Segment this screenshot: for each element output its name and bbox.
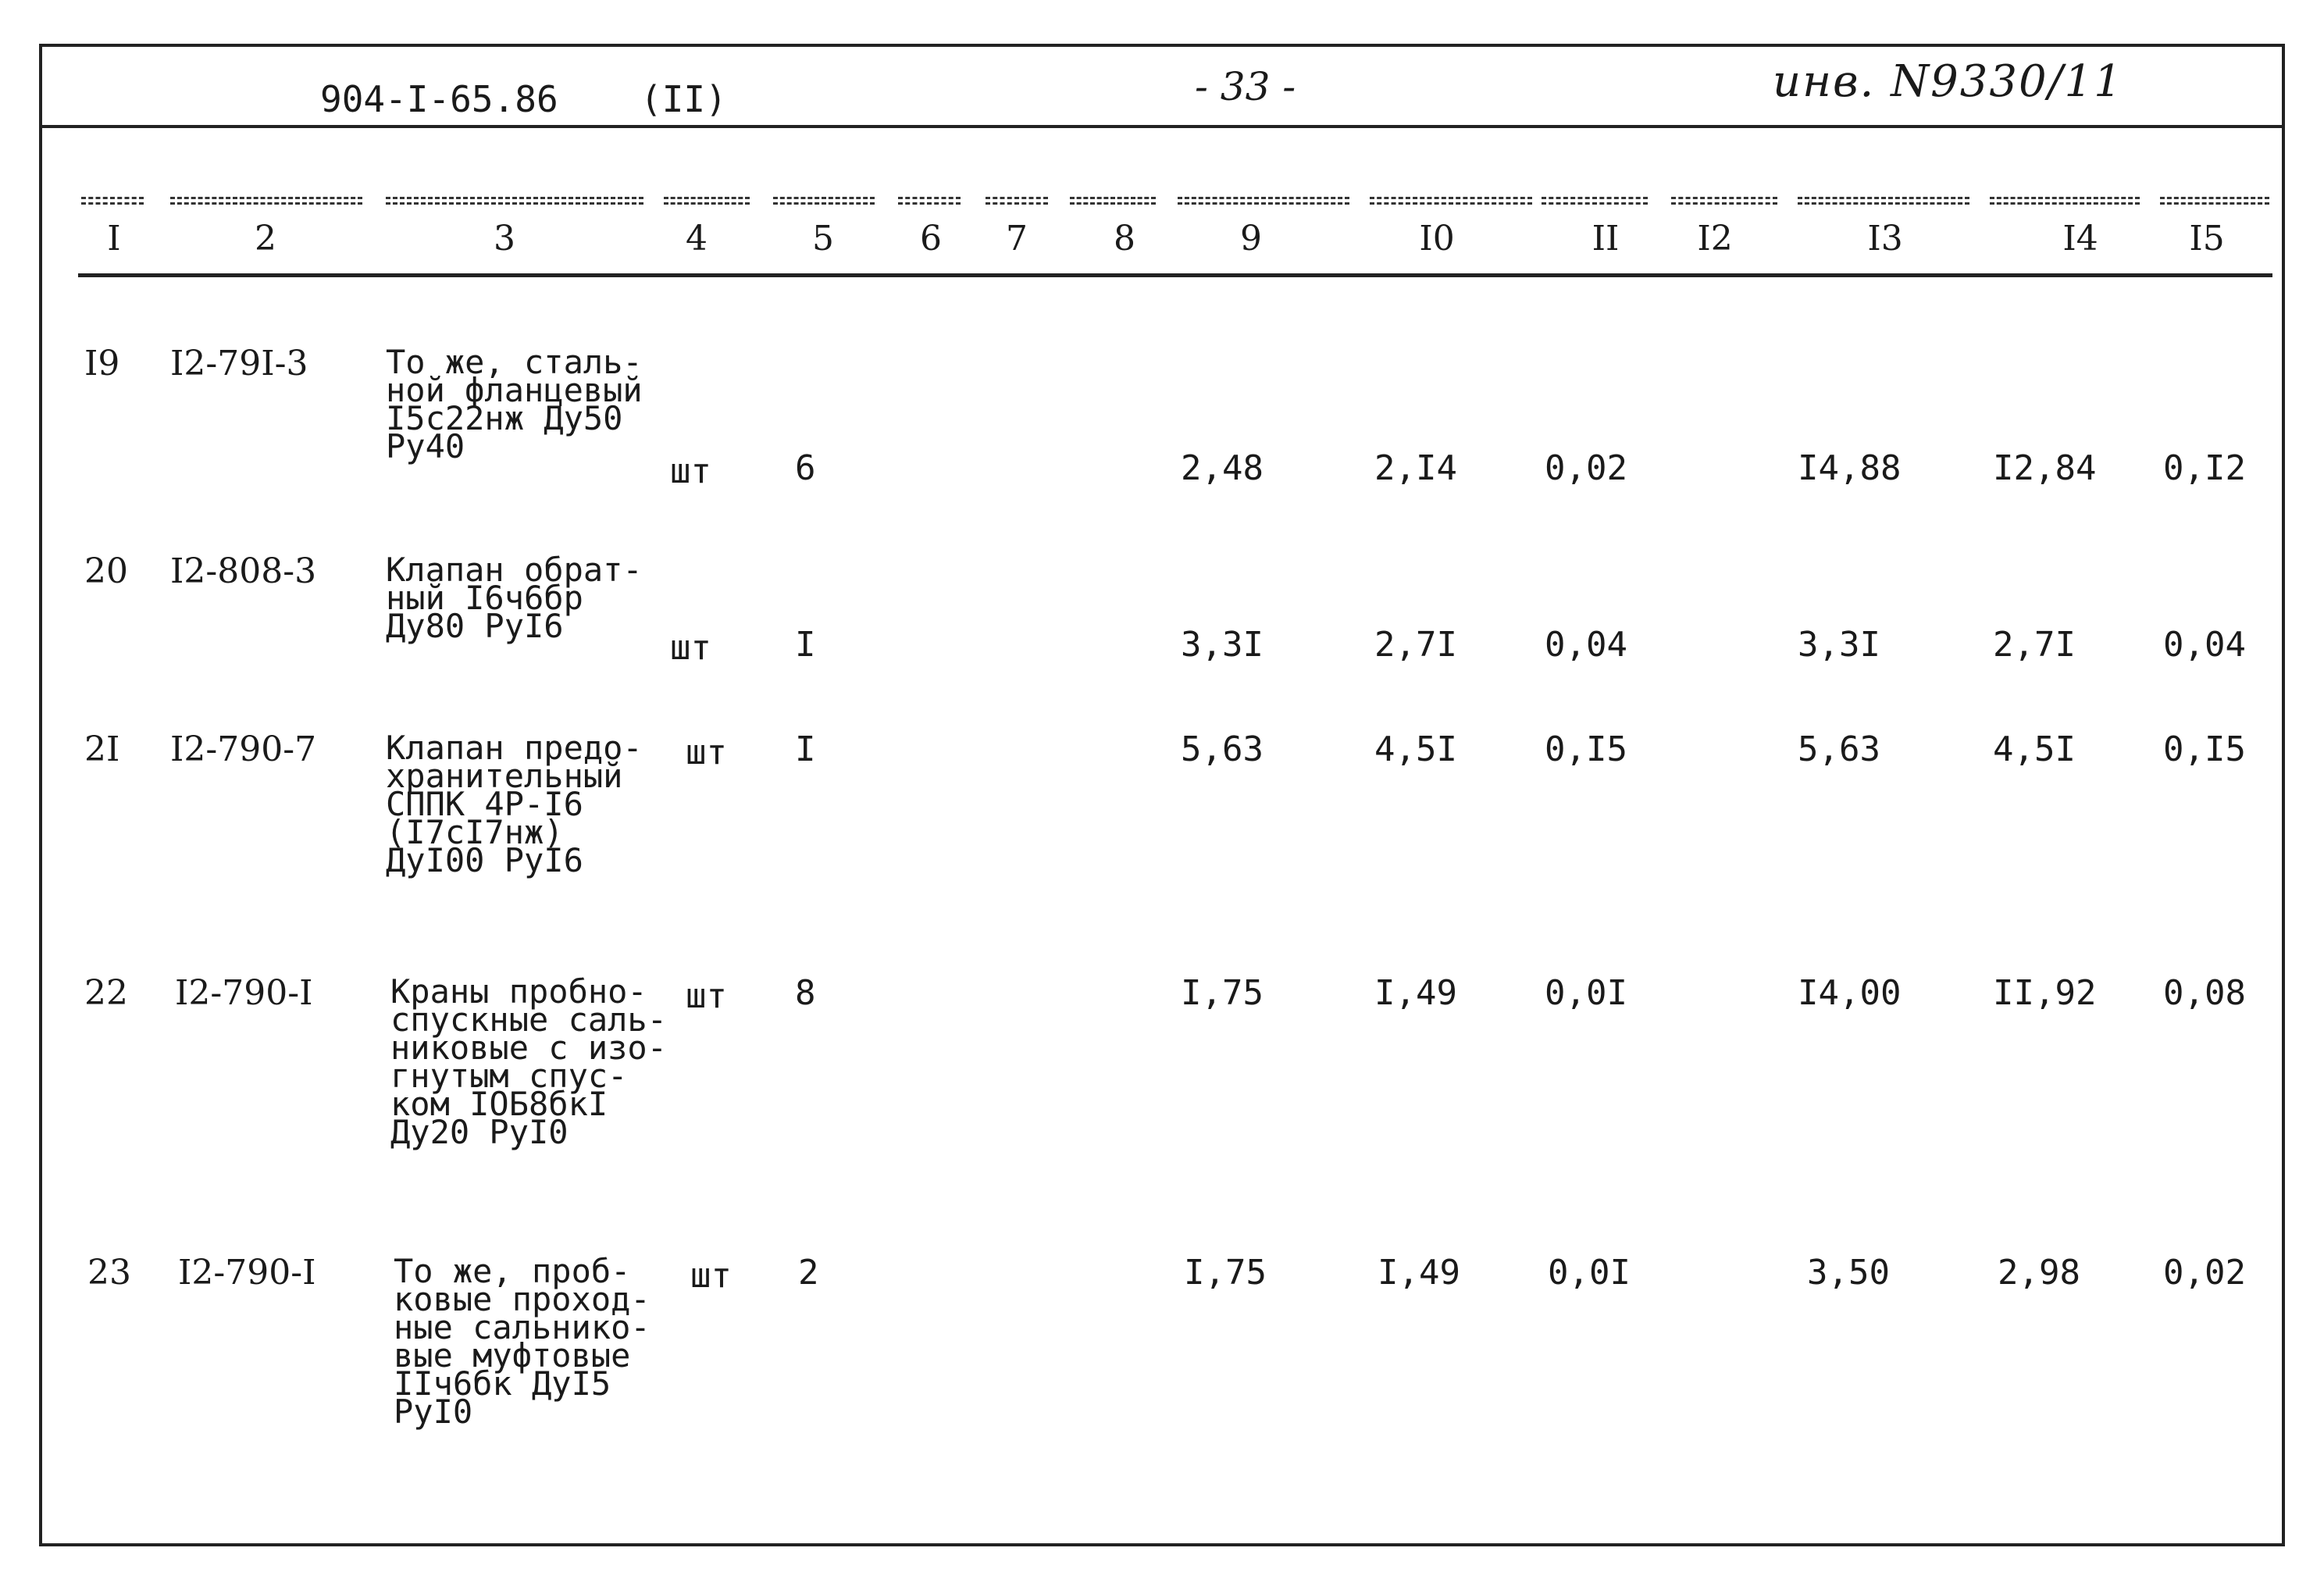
unit: шт bbox=[686, 976, 727, 1016]
col-num: 8 bbox=[1114, 219, 1135, 259]
col-11: 0,02 bbox=[1545, 448, 1627, 488]
item-description: Клапан обрат- ный I6ч6бр Ду80 РуI6 bbox=[386, 551, 643, 645]
unit: шт bbox=[690, 1256, 732, 1296]
col-14: 2,7I bbox=[1993, 625, 2076, 665]
col-10: I,49 bbox=[1378, 1253, 1460, 1293]
col-10: 2,7I bbox=[1374, 625, 1457, 665]
col-num: I5 bbox=[2189, 219, 2225, 259]
col-15: 0,I5 bbox=[2163, 729, 2246, 769]
col-9: 2,48 bbox=[1181, 448, 1264, 488]
unit: шт bbox=[670, 451, 711, 491]
row-number: 23 bbox=[87, 1253, 131, 1293]
col-num: 9 bbox=[1240, 219, 1262, 259]
unit: шт bbox=[686, 733, 727, 772]
col-14: I2,84 bbox=[1993, 448, 2097, 488]
col-13: 5,63 bbox=[1798, 729, 1880, 769]
quantity: I bbox=[795, 625, 816, 665]
col-num: 4 bbox=[686, 219, 708, 259]
row-number: I9 bbox=[84, 344, 120, 383]
col-13: 3,50 bbox=[1807, 1253, 1890, 1293]
col-num: I3 bbox=[1867, 219, 1903, 259]
col-num: 7 bbox=[1006, 219, 1028, 259]
page-frame bbox=[39, 44, 2285, 1546]
quantity: 2 bbox=[798, 1253, 819, 1293]
col-num: I bbox=[107, 219, 121, 259]
item-description: То же, сталь- ной фланцевый I5с22нж Ду50 Ру40 bbox=[386, 343, 643, 465]
col-num: II bbox=[1592, 219, 1620, 259]
col-10: 2,I4 bbox=[1374, 448, 1457, 488]
col-15: 0,02 bbox=[2163, 1253, 2246, 1293]
col-13: I4,88 bbox=[1798, 448, 1902, 488]
col-num: 5 bbox=[812, 219, 834, 259]
item-description: То же, проб- ковые проход- ные сальнико- вые муфтовые IIч6бк ДуI5 РуI0 bbox=[394, 1252, 651, 1431]
row-number: 20 bbox=[84, 551, 128, 591]
unit: шт bbox=[670, 628, 711, 668]
col-14: 2,98 bbox=[1998, 1253, 2080, 1293]
col-num: I0 bbox=[1419, 219, 1455, 259]
row-number: 22 bbox=[84, 973, 128, 1013]
row-number: 2I bbox=[84, 729, 120, 769]
col-num: 3 bbox=[494, 219, 515, 259]
col-num: I4 bbox=[2062, 219, 2098, 259]
col-9: 3,3I bbox=[1181, 625, 1264, 665]
col-11: 0,04 bbox=[1545, 625, 1627, 665]
col-14: II,92 bbox=[1993, 973, 2097, 1013]
item-code: I2-790-I bbox=[178, 1253, 316, 1293]
col-10: 4,5I bbox=[1374, 729, 1457, 769]
header-rule bbox=[39, 125, 2285, 128]
item-description: Клапан предо- хранительный СППК 4Р-I6 (I7сI7нж) ДуI00 РуI6 bbox=[386, 729, 643, 879]
col-13: 3,3I bbox=[1798, 625, 1880, 665]
quantity: 6 bbox=[795, 448, 816, 488]
col-11: 0,0I bbox=[1548, 1253, 1631, 1293]
doc-code: 904-I-65.86 bbox=[320, 78, 558, 120]
col-13: I4,00 bbox=[1798, 973, 1902, 1013]
item-code: I2-808-3 bbox=[170, 551, 317, 591]
col-15: 0,08 bbox=[2163, 973, 2246, 1013]
col-15: 0,I2 bbox=[2163, 448, 2246, 488]
item-code: I2-790-I bbox=[175, 973, 313, 1013]
quantity: I bbox=[795, 729, 816, 769]
col-14: 4,5I bbox=[1993, 729, 2076, 769]
quantity: 8 bbox=[795, 973, 816, 1013]
item-code: I2-79I-3 bbox=[170, 344, 308, 383]
page-number: - 33 - bbox=[1195, 64, 1296, 109]
col-11: 0,I5 bbox=[1545, 729, 1627, 769]
col-num: 2 bbox=[255, 219, 276, 259]
col-num: I2 bbox=[1697, 219, 1733, 259]
item-description: Краны пробно- спускные саль- никовые с изо- гнутым спус- ком IОБ8бкI Ду20 РуI0 bbox=[390, 972, 668, 1151]
column-dash-line bbox=[0, 197, 2324, 212]
col-num: 6 bbox=[920, 219, 942, 259]
col-9: I,75 bbox=[1184, 1253, 1267, 1293]
col-11: 0,0I bbox=[1545, 973, 1627, 1013]
col-10: I,49 bbox=[1374, 973, 1457, 1013]
item-code: I2-790-7 bbox=[170, 729, 317, 769]
col-15: 0,04 bbox=[2163, 625, 2246, 665]
col-9: 5,63 bbox=[1181, 729, 1264, 769]
doc-part: (II) bbox=[640, 78, 727, 120]
inventory-number: инв. N9330/11 bbox=[1773, 56, 2123, 107]
header-bottom-rule bbox=[78, 273, 2272, 277]
col-9: I,75 bbox=[1181, 973, 1264, 1013]
